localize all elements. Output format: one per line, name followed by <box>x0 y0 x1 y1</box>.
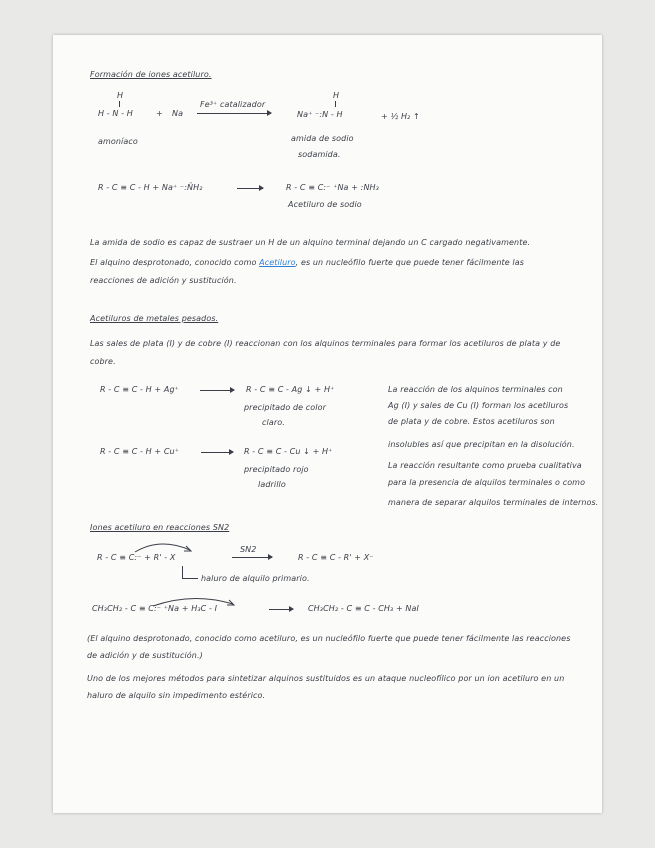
side-note-line: insolubles así que precipitan en la disolución. <box>388 440 575 449</box>
side-note-line: para la presencia de alquilos terminales o como <box>388 478 586 487</box>
paragraph-line: cobre. <box>90 357 116 366</box>
copper-reaction-products: R - C ≡ C - Cu ↓ + H⁺ <box>244 447 333 456</box>
side-note-line: La reacción de los alquinos terminales con <box>388 385 563 394</box>
highlighted-term: Acetiluro <box>259 258 296 267</box>
alkyne-deprotonation-reactants: R - C ≡ C - H + Na⁺ ⁻:N̈H₂ <box>98 183 203 192</box>
copper-precipitate-label: precipitado rojo <box>244 465 309 474</box>
bond-line <box>119 101 120 107</box>
reaction-arrow <box>197 113 271 114</box>
section-heading-heavy-metal-acetylides: Acetiluros de metales pesados. <box>90 314 219 323</box>
paragraph-line: Las sales de plata (I) y de cobre (I) reaccionan con los alquinos terminales para formar los acetiluros de plata y de <box>90 339 561 348</box>
copper-reaction-reactants: R - C ≡ C - H + Cu⁺ <box>100 447 180 456</box>
pointer-line <box>182 566 183 578</box>
sn2-reactants: R - C ≡ C:⁻ + R' - X <box>97 553 176 562</box>
side-note-line: de plata y de cobre. Estos acetiluros son <box>388 417 555 426</box>
sodium-amide-label: amida de sodio <box>291 134 354 143</box>
propylation-reactants: CH₃CH₂ - C ≡ C:⁻ ⁺Na + H₃C - I <box>92 604 218 613</box>
side-note-line: manera de separar alquilos terminales de internos. <box>388 498 599 507</box>
reaction-arrow <box>269 609 293 610</box>
reaction-arrow <box>200 390 234 391</box>
bond-line <box>335 101 336 107</box>
copper-precipitate-label: ladrillo <box>258 480 286 489</box>
silver-precipitate-label: precipitado de color <box>244 403 327 412</box>
paragraph-line: (El alquino desprotonado, conocido como acetiluro, es un nucleófilo fuerte que puede tener fácilmente las reacciones <box>87 634 571 643</box>
section-heading-acetylide-formation: Formación de iones acetiluro. <box>90 70 212 79</box>
sodium-acetylide-products: R - C ≡ C:⁻ ⁺Na + :NH₃ <box>286 183 379 192</box>
catalyst-label: Fe³⁺ catalizador <box>200 100 266 109</box>
sn2-products: R - C ≡ C - R' + X⁻ <box>298 553 374 562</box>
reaction-arrow <box>232 557 272 558</box>
paragraph-line: El alquino desprotonado, conocido como Acetiluro, es un nucleófilo fuerte que puede tener fácilmente las <box>90 258 525 267</box>
pointer-line <box>182 578 198 579</box>
silver-reaction-products: R - C ≡ C - Ag ↓ + H⁺ <box>246 385 335 394</box>
side-note-line: La reacción resultante como prueba cualitativa <box>388 461 582 470</box>
side-note-line: Ag (I) y sales de Cu (I) forman los acetiluros <box>388 401 569 410</box>
reaction-arrow <box>237 188 263 189</box>
ammonia-label: amoníaco <box>98 137 138 146</box>
paragraph-line: Uno de los mejores métodos para sintetizar alquinos sustituidos es un ataque nucleofílico por un ion acetiluro en un <box>87 674 565 683</box>
silver-precipitate-label: claro. <box>262 418 285 427</box>
paragraph-line: haluro de alquilo sin impedimento estérico. <box>87 691 266 700</box>
amide-h-top: H <box>333 91 340 100</box>
sodium-amide-formula: Na⁺ ⁻:N - H <box>297 110 343 119</box>
paragraph-line: La amida de sodio es capaz de sustraer un H de un alquino terminal dejando un C cargado negativamente. <box>90 238 531 247</box>
hydrogen-gas: + ½ H₂ ↑ <box>381 112 420 121</box>
sodium: Na <box>172 109 184 118</box>
primary-alkyl-halide-note: haluro de alquilo primario. <box>201 574 310 583</box>
ammonia-formula: H - N - H <box>98 109 133 118</box>
propylation-products: CH₃CH₂ - C ≡ C - CH₃ + NaI <box>308 604 419 613</box>
reaction-arrow <box>201 452 233 453</box>
paragraph-line: reacciones de adición y sustitución. <box>90 276 237 285</box>
ammonia-h-top: H <box>117 91 124 100</box>
paragraph-line: de adición y de sustitución.) <box>87 651 203 660</box>
sodamide-label: sodamida. <box>298 150 341 159</box>
section-heading-sn2: Iones acetiluro en reacciones SN2 <box>90 523 230 532</box>
plus-sign: + <box>156 109 163 118</box>
silver-reaction-reactants: R - C ≡ C - H + Ag⁺ <box>100 385 179 394</box>
sn2-arrow-label: SN2 <box>240 545 257 554</box>
sodium-acetylide-label: Acetiluro de sodio <box>288 200 362 209</box>
